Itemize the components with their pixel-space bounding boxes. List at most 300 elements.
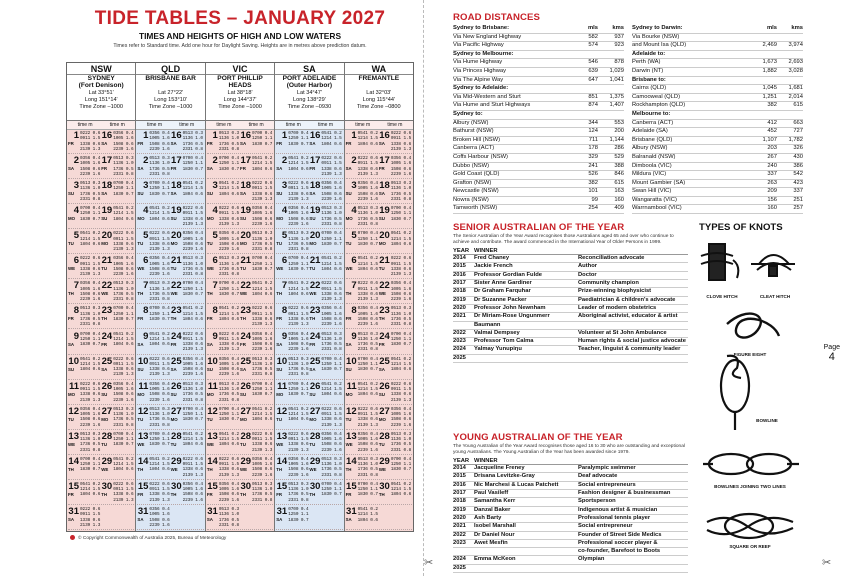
tide-day-cell: 13 WE 0541 0.2 1214 1.5 1804 0.6 — [206, 430, 240, 448]
award-row: 2021 Isobel Marshall Social entrepreneur — [453, 523, 688, 531]
tide-day-row — [207, 181, 273, 204]
tide-day-cell: 6 WE 0700 0.4 1250 1.1 1830 0.7 — [276, 255, 309, 272]
page-fold-line — [423, 0, 424, 576]
award-row: 2017 Paul Vasileff Fashion designer & businessman — [453, 490, 688, 498]
tide-day-row — [68, 507, 134, 530]
award-row: 2025 — [453, 355, 688, 363]
tide-day-cell: 7 TH 0541 0.2 1214 1.5 1804 0.6 — [276, 280, 309, 297]
timezone-label: Time Zone –0800 — [357, 104, 401, 111]
tide-day-row — [276, 131, 342, 154]
road-row: Darwin (NT) 1,882 3,028 — [632, 68, 803, 77]
tide-day-cell: 3 SU 0356 0.4 1005 1.6 1508 0.6 2239 1.6 — [345, 180, 378, 203]
tide-day-row — [137, 281, 203, 304]
tide-column-header — [345, 63, 413, 121]
knot-label-square: SQUARE OR REEF — [729, 544, 771, 549]
tide-note: Times refer to Standard time. Add one hour for Daylight Saving. Heights are in metres above prediction datum. — [113, 43, 367, 49]
award-row: 2023 Awet Mesfin Professional soccer player & — [453, 540, 688, 548]
road-row: Via Hume Highway 546 878 — [453, 59, 624, 68]
tide-day-cell: 3 SU 0513 0.3 1136 1.0 1736 0.5 2331 0.8 — [68, 180, 101, 203]
tide-day-row — [346, 131, 412, 154]
road-group-header: Sydney to: — [453, 111, 624, 120]
award-row: co-founder, Barefoot to Boots — [453, 548, 688, 556]
tide-day-cell: 25 SA 0356 0.4 1005 1.6 1508 0.6 2239 1.6 — [170, 355, 203, 378]
road-group-header: Sydney to Darwin: mls kms — [632, 25, 803, 34]
tide-day-row — [68, 407, 134, 430]
tide-day-row — [207, 306, 273, 329]
senior-list — [453, 255, 688, 363]
place-sub-label: (Fort Denison) — [78, 82, 124, 90]
tide-day-cell: 9 SA 0222 0.6 0911 1.5 1338 0.6 2139 1.3 — [206, 330, 240, 353]
tide-day-cell: 5 TU 0513 0.3 1136 1.0 1736 0.5 2331 0.8 — [276, 230, 309, 253]
tide-day-cell: 31 SA 0356 0.4 1005 1.6 1508 0.6 2239 1.6 — [137, 505, 170, 528]
tide-day-cell: 31 SA 0513 0.3 1136 1.0 1736 0.5 2331 0.8 — [206, 505, 240, 528]
tide-day-list — [67, 130, 135, 531]
tide-day-cell: 23 TH 0541 0.2 1214 1.5 1804 0.6 — [170, 305, 203, 323]
tide-day-cell: 17 FR 0700 0.4 1250 1.1 1830 0.7 — [170, 155, 203, 172]
tide-day-cell: 27 MO 0356 0.4 1005 1.6 1508 0.6 2239 1.6 — [378, 405, 412, 428]
award-row: 2016 Nic Marchesi & Lucas Patchett Social entrepreneurs — [453, 482, 688, 490]
tide-day-row — [207, 382, 273, 405]
tide-day-cell: 21 TU 0222 0.6 0911 1.5 1338 0.6 2139 1.3 — [378, 255, 412, 278]
state-label: SA — [275, 64, 343, 75]
figure-eight-icon — [727, 314, 779, 338]
longitude-label: Long 144°37' — [223, 97, 257, 104]
tide-day-cell: 13 WE 0222 0.6 0911 1.5 1338 0.6 2139 1.3 — [276, 430, 309, 453]
tide-day-row — [276, 281, 342, 304]
tide-day-cell: 16 SA 0222 0.6 0911 1.5 1338 0.6 2139 1.3 — [378, 130, 412, 152]
tide-day-row — [276, 306, 342, 329]
tide-day-cell: 14 TH 0541 0.2 1214 1.5 1804 0.6 — [137, 455, 170, 473]
tide-day-cell: 11 MO 0700 0.4 1250 1.1 1830 0.7 — [276, 380, 309, 398]
award-row: 2022 Dr Daniel Nour Founder of Street Side Medics — [453, 532, 688, 540]
place-label: PORT PHILLIP — [217, 75, 263, 82]
tide-day-cell: 23 TH 0700 0.4 1250 1.1 1830 0.7 — [101, 305, 134, 323]
tide-day-row — [276, 206, 342, 229]
time-metre-header: time m time m — [275, 121, 343, 130]
senior-title: SENIOR AUSTRALIAN OF THE YEAR — [453, 222, 625, 233]
place-label: BRISBANE BAR — [145, 75, 196, 82]
tide-day-row — [207, 407, 273, 430]
tide-day-row — [68, 206, 134, 229]
bowline-icon — [721, 356, 749, 430]
tide-day-cell: 2 SA 0700 0.4 1250 1.1 1830 0.7 — [206, 155, 240, 172]
tide-day-cell: 27 MO 0222 0.6 0911 1.5 1338 0.6 2139 1.3 — [309, 405, 342, 428]
tide-day-cell: 31 SA 0541 0.2 1214 1.5 1804 0.6 — [345, 505, 378, 523]
tide-column-wa — [345, 63, 413, 531]
tide-day-row — [207, 507, 273, 530]
tide-day-cell: 17 FR 0541 0.2 1214 1.5 1804 0.6 — [240, 155, 273, 172]
tide-day-cell: 15 FR 0541 0.2 1214 1.5 1804 0.6 — [68, 480, 101, 498]
award-row: 2018 Dr Graham Farquhar Prize-winning biophysicist — [453, 288, 688, 296]
road-row: Rockhampton (QLD) 382 615 — [632, 102, 803, 111]
tide-day-cell: 21 TU 0513 0.3 1136 1.0 1736 0.5 2331 0.8 — [170, 255, 203, 278]
tide-day-cell: 21 TU 0541 0.2 1214 1.5 1804 0.6 — [309, 255, 342, 272]
time-metre-header: time m time m — [136, 121, 204, 130]
senior-header: YEAR WINNER — [453, 248, 688, 255]
road-row: Broken Hill (NSW) 711 1,144 — [453, 137, 624, 146]
tide-day-cell: 28 TU 0356 0.4 1005 1.6 1508 0.6 2239 1.6 — [309, 430, 342, 453]
page-indicator — [824, 344, 840, 363]
tide-day-row — [137, 407, 203, 430]
tide-day-cell: 4 MO 0222 0.6 0911 1.5 1338 0.6 2139 1.3 — [206, 205, 240, 228]
tide-day-cell: 10 SU 0513 0.3 1136 1.0 1736 0.5 2331 0.8 — [276, 355, 309, 378]
time-metre-header: time m time m — [67, 121, 135, 130]
time-metre-header: time m time m — [345, 121, 413, 130]
tide-day-list — [275, 130, 343, 531]
tide-day-cell: 19 SU 0513 0.3 1136 1.0 1736 0.5 2331 0.8 — [309, 205, 342, 228]
road-row: Canberra (ACT) 412 663 — [632, 120, 803, 129]
tide-day-cell: 12 TU 0222 0.6 0911 1.5 1338 0.6 2139 1.3 — [345, 405, 378, 428]
place-label: FREMANTLE — [358, 75, 400, 82]
tide-day-cell: 25 SA 0700 0.4 1250 1.1 1830 0.7 — [309, 355, 342, 373]
award-row: 2017 Sister Anne Gardiner Community champion — [453, 280, 688, 288]
tide-column-header — [67, 63, 135, 121]
tide-day-row — [346, 482, 412, 505]
tide-day-row — [137, 482, 203, 505]
award-row: 2016 Professor Gordian Fulde Doctor — [453, 272, 688, 280]
tide-day-row — [68, 357, 134, 380]
types-of-knots — [697, 222, 803, 562]
tide-day-cell: 21 TU 0356 0.4 1005 1.6 1508 0.6 2239 1.6 — [101, 255, 134, 278]
tide-day-cell: 10 SU 0356 0.4 1005 1.6 1508 0.6 2239 1.6 — [206, 355, 240, 378]
tide-day-row — [207, 482, 273, 505]
tide-day-row — [207, 432, 273, 455]
tide-day-cell: 28 TU 0513 0.3 1136 1.0 1736 0.5 2331 0.8 — [378, 430, 412, 453]
award-row: 2021 Dr Miriam-Rose Ungunmerr Aboriginal activist, educator & artist — [453, 313, 688, 321]
road-group-header: Sydney to Melbourne: — [453, 51, 624, 60]
tide-day-cell: 1 FR 0700 0.4 1250 1.1 1830 0.7 — [276, 130, 309, 147]
tide-day-cell: 5 TU 0356 0.4 1005 1.6 1508 0.6 2239 1.6 — [206, 230, 240, 253]
road-row: Coffs Harbour (NSW) 329 529 — [453, 154, 624, 163]
tide-day-cell: 9 SA 0700 0.4 1250 1.1 1830 0.7 — [68, 330, 101, 348]
tide-day-cell: 26 SU 0356 0.4 1005 1.6 1508 0.6 2239 1.6 — [101, 380, 134, 403]
tide-day-cell: 12 TU 0541 0.2 1214 1.5 1804 0.6 — [276, 405, 309, 423]
time-metre-header: time m time m — [206, 121, 274, 130]
place-label: SYDNEY — [87, 75, 115, 82]
tide-day-row — [346, 457, 412, 480]
tide-day-cell: 29 WE 0356 0.4 1005 1.6 1508 0.6 2239 1.6 — [240, 455, 273, 478]
knot-label-cleat: CLEAT HITCH — [759, 294, 791, 299]
tide-day-cell: 3 SU 0541 0.2 1214 1.5 1804 0.6 — [206, 180, 240, 197]
state-label: VIC — [206, 64, 274, 75]
tide-day-cell: 8 FR 0356 0.4 1005 1.6 1508 0.6 2239 1.6 — [345, 305, 378, 328]
award-row: 2023 Professor Tom Calma Human rights & social justice advocate — [453, 338, 688, 346]
tide-day-row — [346, 306, 412, 329]
tide-day-row — [276, 407, 342, 430]
page-number: 4 — [828, 351, 835, 363]
reference-page — [453, 8, 803, 571]
scissors-icon-right: ✂ — [822, 557, 832, 569]
tide-day-row — [276, 357, 342, 380]
tide-day-row — [346, 382, 412, 405]
tide-day-row — [68, 482, 134, 505]
latitude-label: Lat 33°51' — [88, 89, 114, 96]
tide-day-cell: 4 MO 0541 0.2 1214 1.5 1804 0.6 — [137, 205, 170, 222]
tide-day-cell: 4 MO 0700 0.4 1250 1.1 1830 0.7 — [68, 205, 101, 222]
tide-column-header — [275, 63, 343, 121]
tide-title: TIDE TABLES – JANUARY 2027 — [94, 8, 386, 29]
tide-day-row — [346, 357, 412, 380]
place-sub-label — [136, 82, 204, 89]
tide-grid — [66, 62, 414, 532]
tide-day-row — [276, 432, 342, 455]
tide-day-cell: 13 WE 0700 0.4 1250 1.1 1830 0.7 — [137, 430, 170, 448]
tide-day-row — [68, 332, 134, 355]
tide-day-cell: 22 WE 0541 0.2 1214 1.5 1804 0.6 — [240, 280, 273, 297]
tide-day-cell: 25 SA 0541 0.2 1214 1.5 1804 0.6 — [378, 355, 412, 373]
scissors-icon: ✂ — [424, 557, 434, 569]
tide-day-cell: 24 FR 0356 0.4 1005 1.6 1508 0.6 2239 1.6 — [240, 330, 273, 353]
tide-day-cell: 6 WE 0541 0.2 1214 1.5 1804 0.6 — [345, 255, 378, 272]
tide-day-row — [137, 156, 203, 179]
tide-day-row — [346, 156, 412, 179]
state-label: NSW — [67, 64, 135, 75]
timezone-label: Time Zone –1000 — [79, 104, 124, 111]
road-group-header: Sydney to Adelaide: — [453, 85, 624, 94]
tide-day-row — [346, 256, 412, 279]
tide-day-cell: 31 SA 0700 0.4 1250 1.1 1830 0.7 — [276, 505, 309, 523]
tide-day-row — [68, 432, 134, 455]
tide-day-cell: 25 SA 0222 0.6 0911 1.5 1338 0.6 2139 1.3 — [101, 355, 134, 378]
tide-day-cell — [309, 507, 342, 529]
tide-day-row — [276, 457, 342, 480]
tide-day-cell: 9 SA 0513 0.3 1136 1.0 1736 0.5 2331 0.8 — [345, 330, 378, 353]
award-row: 2022 Valmai Dempsey Volunteer at St John Ambulance — [453, 330, 688, 338]
tide-day-cell: 1 FR 0541 0.2 1214 1.5 1804 0.6 — [345, 130, 378, 147]
tide-day-cell: 22 WE 0700 0.4 1250 1.1 1830 0.7 — [170, 280, 203, 297]
young-description: The Young Australian of the Year Award recognises those aged 16 to 30 who are outstanding and exceptional young Australians. The Young Australian of the Year has been awarded since 1979. — [453, 444, 685, 455]
road-row: Wangaratta (VIC) 156 251 — [632, 197, 803, 206]
tide-day-cell: 29 WE 0513 0.3 1136 1.0 1736 0.5 2331 0.8 — [309, 455, 342, 478]
tide-day-cell: 12 TU 0513 0.3 1136 1.0 1736 0.5 2331 0.8 — [137, 405, 170, 428]
tide-tables-page — [66, 8, 414, 568]
tide-day-cell: 2 SA 0356 0.4 1005 1.6 1508 0.6 2239 1.6 — [68, 155, 101, 177]
tide-day-cell: 2 SA 0541 0.2 1214 1.5 1804 0.6 — [276, 155, 309, 172]
road-row: Via Princes Highway 639 1,029 — [453, 68, 624, 77]
road-row: Via The Alpine Way 647 1,041 — [453, 77, 624, 86]
tide-day-row — [137, 457, 203, 480]
tide-day-row — [68, 281, 134, 304]
tide-day-cell: 28 TU 0222 0.6 0911 1.5 1338 0.6 2139 1.3 — [240, 430, 273, 453]
tide-day-cell: 30 TH 0356 0.4 1005 1.6 1508 0.6 2239 1.6 — [170, 480, 203, 503]
road-row: Via Bourke (NSW) — [632, 34, 803, 43]
tide-day-row — [68, 181, 134, 204]
road-group-header: Adelaide to: — [632, 51, 803, 60]
tide-day-cell: 12 TU 0700 0.4 1250 1.1 1830 0.7 — [206, 405, 240, 423]
award-row: 2019 Dr Suzanne Packer Paediatrician & children's advocate — [453, 297, 688, 305]
road-row: Dimboola (VIC) 240 386 — [632, 163, 803, 172]
tide-day-row — [207, 206, 273, 229]
knots-illustration — [697, 236, 803, 566]
place-sub-label — [345, 82, 413, 89]
tide-day-cell: 11 MO 0513 0.3 1136 1.0 1736 0.5 2331 0.8 — [206, 380, 240, 403]
cleat-hitch-icon — [751, 255, 795, 276]
tide-day-cell: 19 SU 0700 0.4 1250 1.1 1830 0.7 — [378, 205, 412, 222]
tide-day-cell: 26 SU 0222 0.6 0911 1.5 1338 0.6 2139 1.3 — [378, 380, 412, 403]
tide-day-cell: 23 TH 0356 0.4 1005 1.6 1508 0.6 2239 1.6 — [309, 305, 342, 328]
tide-day-cell: 26 SU 0513 0.3 1136 1.0 1736 0.5 2331 0.8 — [170, 380, 203, 403]
tide-day-cell: 26 SU 0541 0.2 1214 1.5 1804 0.6 — [309, 380, 342, 398]
tide-day-cell: 15 FR 0513 0.3 1136 1.0 1736 0.5 2331 0.8 — [276, 480, 309, 503]
road-row: Tamworth (NSW) 254 409 — [453, 205, 624, 214]
tide-day-cell: 26 SU 0700 0.4 1250 1.1 1830 0.7 — [240, 380, 273, 398]
tide-day-cell: 15 FR 0222 0.6 0911 1.5 1338 0.6 2139 1.3 — [137, 480, 170, 503]
tide-day-cell: 24 FR 0222 0.6 0911 1.5 1338 0.6 2139 1.3 — [170, 330, 203, 353]
tide-day-cell: 1 FR 0222 0.6 0911 1.5 1338 0.6 2139 1.3 — [68, 130, 101, 152]
tide-day-cell: 11 MO 0541 0.2 1214 1.5 1804 0.6 — [345, 380, 378, 398]
tide-day-cell: 1 FR 0356 0.4 1005 1.6 1508 0.6 2239 1.6 — [137, 130, 170, 152]
tide-day-row — [276, 231, 342, 254]
tide-day-row — [68, 256, 134, 279]
tide-day-cell: 8 FR 0513 0.3 1136 1.0 1736 0.5 2331 0.8 — [68, 305, 101, 328]
tide-day-row — [207, 131, 273, 154]
tide-day-row — [68, 131, 134, 154]
tide-day-row — [276, 332, 342, 355]
tide-day-cell: 14 TH 0356 0.4 1005 1.6 1508 0.6 2239 1.6 — [276, 455, 309, 478]
tide-day-cell — [171, 507, 204, 529]
young-australian-section — [453, 432, 688, 573]
tide-day-cell: 20 MO 0356 0.4 1005 1.6 1508 0.6 2239 1.6 — [170, 230, 203, 253]
tide-day-row — [346, 181, 412, 204]
tide-day-row — [276, 256, 342, 279]
road-row: Adelaide (SA) 452 727 — [632, 128, 803, 137]
award-row: 2015 Jackie French Author — [453, 263, 688, 271]
knot-label-bowlines-joining: BOWLINES JOINING TWO LINES — [714, 484, 786, 489]
tide-day-cell: 10 SU 0541 0.2 1214 1.5 1804 0.6 — [68, 355, 101, 373]
tide-day-cell: 24 FR 0700 0.4 1250 1.1 1830 0.7 — [378, 330, 412, 348]
tide-day-cell: 11 MO 0222 0.6 0911 1.5 1338 0.6 2139 1.3 — [68, 380, 101, 403]
road-row: Mildura (VIC) 337 542 — [632, 171, 803, 180]
tide-day-cell: 3 SU 0222 0.6 0911 1.5 1338 0.6 2139 1.3 — [276, 180, 309, 203]
tide-day-cell: 4 MO 0356 0.4 1005 1.6 1508 0.6 2239 1.6 — [276, 205, 309, 228]
road-row: Newcastle (NSW) 101 163 — [453, 188, 624, 197]
tide-day-row — [207, 256, 273, 279]
timezone-label: Time Zone –1000 — [218, 104, 262, 111]
longitude-label: Long 115°44' — [362, 97, 396, 104]
tide-day-row — [276, 156, 342, 179]
road-row: Camooweal (QLD) 1,251 2,014 — [632, 94, 803, 103]
tide-day-row — [346, 332, 412, 355]
tide-column-header — [136, 63, 204, 121]
road-row: Grafton (NSW) 382 615 — [453, 180, 624, 189]
tide-day-row — [346, 206, 412, 229]
road-row: Albury (NSW) 344 553 — [453, 120, 624, 129]
tide-day-cell: 14 TH 0513 0.3 1136 1.0 1736 0.5 2331 0.8 — [345, 455, 378, 478]
road-group-header: Sydney to Brisbane: mls kms — [453, 25, 624, 34]
latitude-label: Lat 32°03' — [366, 89, 392, 96]
tide-day-row — [137, 256, 203, 279]
tide-day-cell: 29 WE 0222 0.6 0911 1.5 1338 0.6 2139 1.3 — [170, 455, 203, 478]
tide-day-cell: 7 TH 0222 0.6 0911 1.5 1338 0.6 2139 1.3 — [345, 280, 378, 303]
road-row: and Mount Isa (QLD) 2,469 3,974 — [632, 42, 803, 51]
road-row: Dubbo (NSW) 241 388 — [453, 163, 624, 172]
tide-day-cell: 23 TH 0513 0.3 1136 1.0 1736 0.5 2331 0.8 — [378, 305, 412, 328]
tide-day-row — [68, 231, 134, 254]
road-row: Cairns (QLD) 1,045 1,681 — [632, 85, 803, 94]
tide-day-row — [137, 306, 203, 329]
tide-day-cell: 20 MO 0222 0.6 0911 1.5 1338 0.6 2139 1.3 — [101, 230, 134, 253]
tide-day-cell: 7 TH 0700 0.4 1250 1.1 1830 0.7 — [206, 280, 240, 297]
tide-day-row — [137, 432, 203, 455]
tide-day-cell: 25 SA 0513 0.3 1136 1.0 1736 0.5 2331 0.8 — [240, 355, 273, 378]
tide-day-row — [68, 306, 134, 329]
road-group-header: Melbourne to: — [632, 111, 803, 120]
tide-day-row — [137, 507, 203, 530]
tide-day-cell: 15 FR 0700 0.4 1250 1.1 1830 0.7 — [345, 480, 378, 498]
tide-column-nsw — [67, 63, 136, 531]
tide-column-header — [206, 63, 274, 121]
tide-day-cell: 30 TH 0513 0.3 1136 1.0 1736 0.5 2331 0.8 — [240, 480, 273, 503]
tide-day-cell: 13 WE 0513 0.3 1136 1.0 1736 0.5 2331 0.8 — [68, 430, 101, 453]
tide-day-row — [68, 156, 134, 179]
tide-day-row — [207, 332, 273, 355]
tide-day-row — [346, 231, 412, 254]
tide-day-cell: 10 SU 0700 0.4 1250 1.1 1830 0.7 — [345, 355, 378, 373]
bowlines-joining-icon — [703, 454, 799, 474]
tide-day-cell — [379, 507, 412, 529]
knots-title: TYPES OF KNOTS — [699, 222, 783, 233]
tide-day-cell: 8 FR 0541 0.2 1214 1.5 1804 0.6 — [206, 305, 240, 323]
award-row: 2014 Jacqueline Freney Paralympic swimmer — [453, 465, 688, 473]
tide-day-cell: 3 SU 0700 0.4 1250 1.1 1830 0.7 — [137, 180, 170, 197]
award-row: 2015 Drisana Levitzke-Gray Deaf advocate — [453, 473, 688, 481]
tide-day-row — [346, 432, 412, 455]
tide-day-cell: 7 TH 0356 0.4 1005 1.6 1508 0.6 2239 1.6 — [68, 280, 101, 303]
tide-day-cell: 5 TU 0222 0.6 0911 1.5 1338 0.6 2139 1.3 — [137, 230, 170, 253]
tide-day-cell: 24 FR 0513 0.3 1136 1.0 1736 0.5 2331 0.8 — [309, 330, 342, 353]
tide-day-cell: 27 MO 0700 0.4 1250 1.1 1830 0.7 — [170, 405, 203, 423]
tide-day-row — [207, 357, 273, 380]
tide-day-row — [137, 131, 203, 154]
tide-day-row — [276, 181, 342, 204]
tide-day-cell — [101, 507, 134, 529]
tide-day-cell: 19 SU 0356 0.4 1005 1.6 1508 0.6 2239 1.6 — [240, 205, 273, 228]
tide-day-cell: 18 SA 0513 0.3 1136 1.0 1736 0.5 2331 0.8 — [378, 180, 412, 203]
place-sub-label: (Outer Harbor) — [286, 82, 333, 90]
tide-day-cell: 18 SA 0222 0.6 0911 1.5 1338 0.6 2139 1.3 — [240, 180, 273, 203]
road-row: Via New England Highway 582 937 — [453, 34, 624, 43]
tide-day-cell: 14 TH 0222 0.6 0911 1.5 1338 0.6 2139 1.3 — [206, 455, 240, 478]
tide-day-cell: 28 TU 0541 0.2 1214 1.5 1804 0.6 — [170, 430, 203, 448]
senior-australian-section — [453, 222, 688, 363]
award-row: 2020 Ash Barty Professional tennis player — [453, 515, 688, 523]
young-title: YOUNG AUSTRALIAN OF THE YEAR — [453, 432, 623, 443]
knot-label-bowline: BOWLINE — [756, 418, 778, 423]
road-row: Balranald (NSW) 267 430 — [632, 154, 803, 163]
road-row: Warrnambool (VIC) 160 257 — [632, 205, 803, 214]
young-list — [453, 465, 688, 573]
road-row: Via Pacific Highway 574 923 — [453, 42, 624, 51]
tide-day-cell: 10 SU 0222 0.6 0911 1.5 1338 0.6 2139 1.3 — [137, 355, 170, 378]
tide-day-cell: 24 FR 0541 0.2 1214 1.5 1804 0.6 — [101, 330, 134, 348]
tide-day-cell: 22 WE 0222 0.6 0911 1.5 1338 0.6 2139 1.3 — [309, 280, 342, 303]
latitude-label: Lat 34°47' — [296, 89, 322, 96]
copyright-note: © Copyright Commonwealth of Australia 2025, Bureau of Meteorology — [70, 535, 226, 541]
road-group-header: Brisbane to: — [632, 77, 803, 86]
road-table-left — [453, 25, 624, 214]
state-label: QLD — [136, 64, 204, 75]
page-label: Page — [823, 344, 840, 351]
senior-description: The Senior Australian of the Year Award recognises those Australians aged 65 and over who continue to achieve and contribute. The award commenced in the International Year of Older Persons in 1999. — [453, 234, 674, 245]
place-sub-label: HEADS — [228, 82, 252, 90]
tide-column-sa — [275, 63, 344, 531]
tide-day-cell: 23 TH 0222 0.6 0911 1.5 1338 0.6 2139 1.3 — [240, 305, 273, 328]
road-row: Brisbane (QLD) 1,107 1,782 — [632, 137, 803, 146]
latitude-label: Lat 38°18' — [227, 89, 253, 96]
tide-day-row — [137, 231, 203, 254]
tide-day-cell — [240, 507, 273, 529]
road-row: Swan Hill (VIC) 209 337 — [632, 188, 803, 197]
